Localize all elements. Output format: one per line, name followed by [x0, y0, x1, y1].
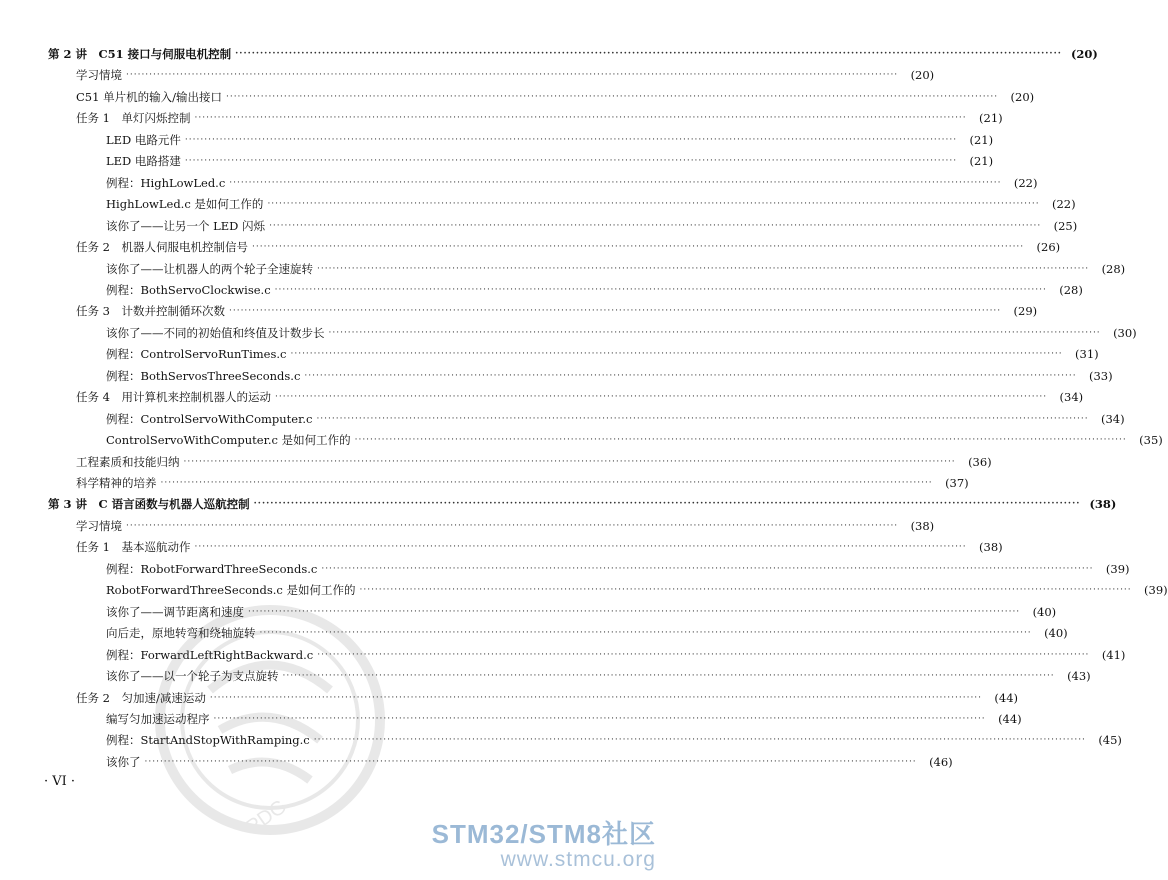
toc-leader-dots: ········································································································································································································ [269, 220, 1042, 231]
toc-entry [106, 343, 1099, 365]
toc-leader-dots: ········································································································································································································ [259, 628, 1032, 639]
toc-entry-page: (38) [979, 540, 1003, 555]
toc-entry-title: 向后走，原地转弯和绕轴旋转 [106, 626, 256, 641]
toc-leader-dots: ········································································································································································································ [359, 585, 1132, 596]
toc-entry-title: 例程：BothServosThreeSeconds.c [106, 368, 301, 383]
toc-entry-title: 该你了——调节距离和速度 [106, 604, 244, 619]
toc-entry-title: RobotForwardThreeSeconds.c 是如何工作的 [106, 583, 356, 598]
toc-entry [76, 236, 1061, 258]
toc-entry-page: (29) [1013, 304, 1038, 319]
toc-entry-title: 任务 4 用计算机来控制机器人的运动 [76, 390, 271, 405]
toc-entry-page: (44) [998, 711, 1022, 726]
toc-entry [76, 107, 1003, 129]
toc-entry-page: (21) [979, 111, 1003, 126]
toc-chapter-entry [48, 493, 1117, 515]
toc-entry-page: (39) [1105, 561, 1130, 576]
svg-text:PDG: PDG [242, 795, 291, 839]
toc-entry [106, 279, 1083, 301]
toc-entry-title: 任务 2 机器人伺服电机控制信号 [76, 240, 248, 255]
toc-entry-page: (35) [1139, 433, 1163, 448]
toc-entry-page: (21) [969, 154, 994, 169]
toc-leader-dots: ········································································································································································································ [274, 284, 1047, 295]
toc-entry [76, 300, 1038, 322]
toc-entry [106, 365, 1113, 387]
toc-entry [106, 129, 994, 151]
toc-entry-title: 任务 1 基本巡航动作 [76, 540, 191, 555]
toc-entry [76, 515, 935, 537]
site-brand [432, 820, 656, 872]
toc-entry-page: (20) [1010, 89, 1035, 104]
toc-leader-dots: ········································································································································································································ [184, 156, 958, 167]
toc-entry-title: 学习情境 [76, 68, 122, 83]
toc-leader-dots: ········································································································································································································ [184, 134, 958, 145]
toc-entry-page: (36) [968, 454, 992, 469]
toc-entry [106, 644, 1126, 666]
toc-leader-dots: ········································································································································································································ [229, 177, 1002, 188]
page-number: · VI · [44, 774, 76, 789]
toc-entry [106, 215, 1078, 237]
toc-entry [76, 386, 1084, 408]
toc-entry-page: (33) [1088, 368, 1113, 383]
toc-entry-page: (28) [1101, 261, 1126, 276]
toc-entry-page: (34) [1101, 411, 1125, 426]
toc-leader-dots: ········································································································································································································ [317, 263, 1090, 274]
toc-entry-title: 例程：ForwardLeftRightBackward.c [106, 647, 314, 662]
toc-leader-dots: ········································································································································································································ [317, 649, 1090, 660]
toc-leader-dots: ········································································································································································································ [213, 713, 986, 724]
toc-leader-dots: ········································································································································································································ [126, 70, 899, 81]
toc-entry-page: (38) [910, 518, 935, 533]
toc-leader-dots: ········································································································································································································ [225, 91, 999, 102]
toc-chapter-entry [48, 43, 1098, 65]
toc-leader-dots: ········································································································································································································ [144, 756, 917, 767]
toc-entry-page: (31) [1075, 347, 1099, 362]
toc-leader-dots: ········································································································································································································ [290, 349, 1063, 360]
toc-entry-page: (22) [1013, 175, 1038, 190]
toc-entry-title: LED 电路元件 [106, 132, 181, 147]
toc-entry [106, 408, 1125, 430]
toc-entry-page: (21) [969, 132, 994, 147]
toc-leader-dots: ········································································································································································································ [160, 478, 933, 488]
toc-entry [106, 150, 994, 172]
toc-entry-title: 例程：ControlServoWithComputer.c [106, 411, 313, 426]
toc-entry-title: 例程：ControlServoRunTimes.c [106, 347, 287, 362]
toc-entry-title: 该你了——以一个轮子为支点旋转 [106, 669, 279, 684]
toc-entry-page: (39) [1144, 583, 1168, 598]
toc-leader-dots: ········································································································································································································ [194, 113, 967, 124]
toc-leader-dots: ········································································································································································································ [328, 327, 1101, 338]
toc-entry [106, 708, 1022, 730]
toc-entry-page: (46) [929, 754, 953, 769]
toc-entry [76, 536, 1003, 558]
toc-entry [106, 729, 1122, 751]
toc-entry-page: (20) [910, 68, 935, 83]
toc-entry-title: 学习情境 [76, 518, 122, 533]
toc-entry-title: 第 3 讲 C 语言函数与机器人巡航控制 [48, 497, 250, 512]
toc-entry-page: (20) [1070, 47, 1098, 61]
toc-leader-dots: ········································································································································································································ [251, 242, 1025, 253]
toc-leader-dots: ········································································································································································································ [183, 456, 956, 467]
toc-entry [106, 622, 1068, 644]
toc-leader-dots: ········································································································································································································ [228, 306, 1002, 317]
toc-entry-page: (28) [1059, 282, 1083, 297]
toc-entry-title: 该你了——不同的初始值和终值及计数步长 [106, 325, 325, 340]
toc-entry [76, 86, 1035, 108]
toc-entry-page: (40) [1044, 626, 1068, 641]
toc-entry-page: (30) [1113, 325, 1137, 340]
toc-entry-title: 该你了——让机器人的两个轮子全速旋转 [106, 261, 313, 276]
toc-entry-title: 例程：BothServoClockwise.c [106, 282, 271, 297]
toc-entry [106, 751, 953, 773]
toc-entry-title: 例程：HighLowLed.c [106, 175, 226, 190]
toc-entry-title: 编写匀加速运动程序 [106, 711, 210, 726]
toc-entry-title: 该你了 [106, 754, 141, 769]
toc-entry [106, 429, 1163, 451]
toc-entry [76, 451, 992, 473]
toc-entry [106, 665, 1091, 687]
toc-entry-title: 任务 2 匀加速/减速运动 [76, 690, 206, 705]
toc-leader-dots: ········································································································································································································ [354, 435, 1127, 446]
toc-entry-page: (41) [1101, 647, 1126, 662]
toc-entry [106, 322, 1137, 344]
toc-entry-page: (34) [1059, 390, 1084, 405]
toc-leader-dots: ········································································································································································································ [274, 392, 1048, 403]
toc-leader-dots: ········································································································································································································ [253, 499, 1081, 510]
toc-entry-page: (37) [945, 476, 969, 490]
toc-entry [106, 601, 1057, 623]
toc-leader-dots: ········································································································································································································ [235, 49, 1062, 59]
toc-entry-page: (38) [1089, 497, 1117, 512]
toc-leader-dots: ········································································································································································································ [267, 199, 1040, 210]
toc-entry-page: (43) [1067, 669, 1091, 684]
toc-entry [106, 258, 1126, 280]
toc-entry-title: 例程：RobotForwardThreeSeconds.c [106, 561, 318, 576]
toc-entry [106, 193, 1076, 215]
brand-title: STM32/STM8社区 [431, 819, 656, 849]
toc-leader-dots: ········································································································································································································ [316, 413, 1089, 424]
toc-leader-dots: ········································································································································································································ [304, 370, 1077, 381]
toc-entry-title: 第 2 讲 C51 接口与伺服电机控制 [48, 47, 232, 61]
toc-entry-page: (25) [1053, 218, 1078, 233]
toc-entry-page: (40) [1032, 604, 1057, 619]
toc-entry-title: ControlServoWithComputer.c 是如何工作的 [106, 433, 351, 448]
toc-entry-title: 科学精神的培养 [76, 476, 157, 490]
toc-entry-title: 该你了——让另一个 LED 闪烁 [106, 218, 266, 233]
toc-entry-title: 工程素质和技能归纳 [76, 454, 180, 469]
toc-entry [106, 579, 1168, 601]
toc-leader-dots: ········································································································································································································ [248, 606, 1021, 617]
toc-leader-dots: ········································································································································································································ [321, 563, 1094, 574]
toc-entry [76, 687, 1019, 709]
toc-entry-title: 例程：StartAndStopWithRamping.c [106, 733, 310, 748]
toc-entry-title: LED 电路搭建 [106, 154, 181, 169]
toc-entry [76, 64, 935, 86]
toc-entry [106, 172, 1038, 194]
toc-leader-dots: ········································································································································································································ [209, 692, 983, 703]
toc-entry-title: C51 单片机的输入/输出接口 [76, 89, 222, 104]
toc-leader-dots: ········································································································································································································ [194, 542, 967, 553]
toc-entry-title: HighLowLed.c 是如何工作的 [106, 197, 264, 212]
toc-entry [106, 558, 1130, 580]
toc-entry-title: 任务 3 计数并控制循环次数 [76, 304, 225, 319]
toc-leader-dots: ········································································································································································································ [313, 735, 1086, 746]
toc-leader-dots: ········································································································································································································ [126, 520, 899, 531]
toc-entry-page: (22) [1052, 197, 1076, 212]
toc-entry-page: (45) [1098, 733, 1122, 748]
toc-entry-page: (26) [1036, 240, 1061, 255]
toc-entry [76, 472, 969, 494]
brand-url: www.stmcu.org [500, 848, 656, 871]
toc-entry-title: 任务 1 单灯闪烁控制 [76, 111, 191, 126]
toc-entry-page: (44) [994, 690, 1019, 705]
toc-leader-dots: ········································································································································································································ [282, 671, 1055, 682]
